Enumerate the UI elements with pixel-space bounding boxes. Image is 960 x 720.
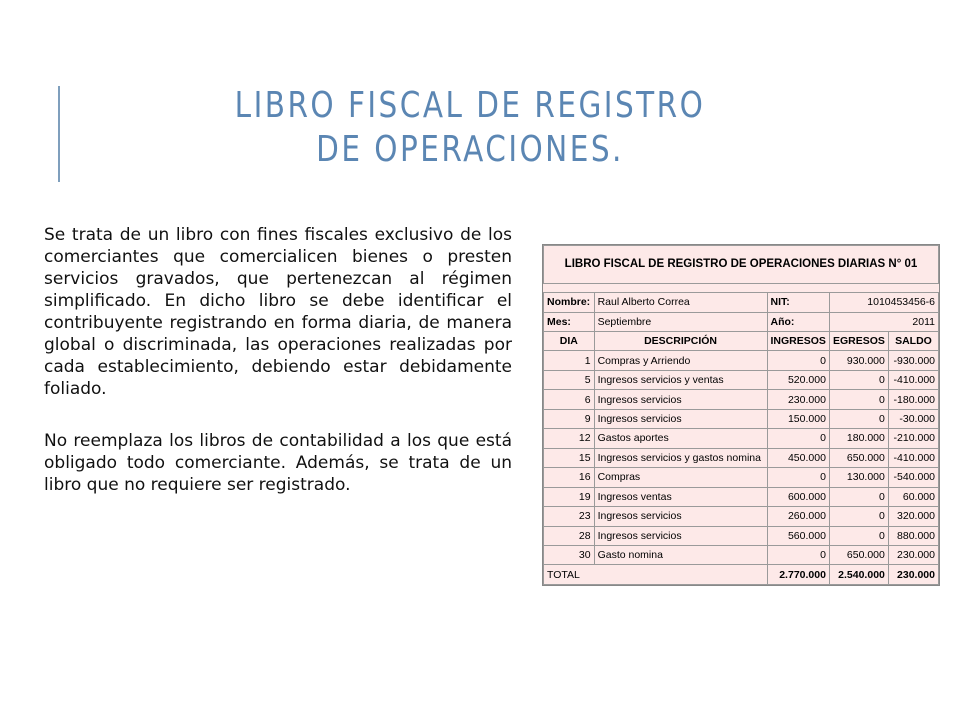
saldo-cell: -30.000	[888, 409, 938, 428]
dia-cell: 9	[544, 409, 595, 428]
table-row	[544, 351, 939, 370]
egresos-cell: 0	[829, 390, 888, 409]
dia-cell: 30	[544, 545, 595, 564]
ingresos-cell: 260.000	[767, 507, 829, 526]
table-row	[544, 526, 939, 545]
egresos-cell: 650.000	[829, 545, 888, 564]
ingresos-cell: 230.000	[767, 390, 829, 409]
ingresos-cell: 560.000	[767, 526, 829, 545]
table-row	[544, 545, 939, 564]
desc-cell: Ingresos ventas	[594, 487, 767, 506]
dia-cell: 6	[544, 390, 595, 409]
nombre-value: Raul Alberto Correa	[594, 293, 767, 312]
ingresos-cell: 0	[767, 429, 829, 448]
table-row	[544, 429, 939, 448]
saldo-cell: 880.000	[888, 526, 938, 545]
ledger-mes-row	[544, 312, 939, 331]
dia-cell: 16	[544, 468, 595, 487]
saldo-cell: -930.000	[888, 351, 938, 370]
saldo-cell: -410.000	[888, 448, 938, 467]
ledger-total-row	[544, 565, 939, 585]
table-row	[544, 370, 939, 389]
anio-value: 2011	[829, 312, 938, 331]
ledger-header-row	[544, 332, 939, 351]
ingresos-cell: 520.000	[767, 370, 829, 389]
saldo-cell: 230.000	[888, 545, 938, 564]
nit-value: 1010453456-6	[829, 293, 938, 312]
anio-label: Año:	[767, 312, 829, 331]
ledger-title-row	[544, 246, 939, 284]
desc-cell: Ingresos servicios y gastos nomina	[594, 448, 767, 467]
col-ingresos: INGRESOS	[767, 332, 829, 351]
table-row	[544, 507, 939, 526]
dia-cell: 28	[544, 526, 595, 545]
mes-label: Mes:	[544, 312, 595, 331]
ingresos-cell: 0	[767, 468, 829, 487]
ingresos-cell: 0	[767, 351, 829, 370]
saldo-cell: -540.000	[888, 468, 938, 487]
desc-cell: Ingresos servicios	[594, 409, 767, 428]
desc-cell: Ingresos servicios y ventas	[594, 370, 767, 389]
saldo-cell: -180.000	[888, 390, 938, 409]
desc-cell: Gastos aportes	[594, 429, 767, 448]
ledger-nombre-row	[544, 293, 939, 312]
total-saldo: 230.000	[888, 565, 938, 585]
dia-cell: 1	[544, 351, 595, 370]
dia-cell: 19	[544, 487, 595, 506]
total-egresos: 2.540.000	[829, 565, 888, 585]
ingresos-cell: 450.000	[767, 448, 829, 467]
table-row	[544, 487, 939, 506]
total-ingresos: 2.770.000	[767, 565, 829, 585]
egresos-cell: 180.000	[829, 429, 888, 448]
egresos-cell: 930.000	[829, 351, 888, 370]
nit-label: NIT:	[767, 293, 829, 312]
egresos-cell: 0	[829, 409, 888, 428]
table-row	[544, 468, 939, 487]
egresos-cell: 650.000	[829, 448, 888, 467]
ingresos-cell: 0	[767, 545, 829, 564]
desc-cell: Ingresos servicios	[594, 390, 767, 409]
table-row	[544, 409, 939, 428]
dia-cell: 15	[544, 448, 595, 467]
col-descripcion: DESCRIPCIÓN	[594, 332, 767, 351]
page-title: LIBRO FISCAL DE REGISTRO DE OPERACIONES.	[234, 85, 706, 170]
table-row	[544, 390, 939, 409]
dia-cell: 23	[544, 507, 595, 526]
accent-bar	[58, 86, 60, 182]
paragraph-2: No reemplaza los libros de contabilidad a los que está obligado todo comerciante. Además, se trata de un libro que no requiere ser registrado.	[44, 431, 512, 495]
egresos-cell: 0	[829, 370, 888, 389]
col-egresos: EGRESOS	[829, 332, 888, 351]
paragraph-1: Se trata de un libro con fines fiscales exclusivo de los comerciantes que comercialicen bienes o presten servicios gravados, que pertenezcan al régimen simplificado. En dicho libro se debe identificar el contribuyente registrando en forma diaria, de manera global o discriminada, las operaciones realizadas por cada establecimiento, debiendo estar debidamente foliado.	[44, 225, 512, 399]
total-label: TOTAL	[544, 565, 768, 585]
egresos-cell: 0	[829, 526, 888, 545]
ingresos-cell: 150.000	[767, 409, 829, 428]
egresos-cell: 130.000	[829, 468, 888, 487]
desc-cell: Compras	[594, 468, 767, 487]
saldo-cell: -210.000	[888, 429, 938, 448]
saldo-cell: -410.000	[888, 370, 938, 389]
ingresos-cell: 600.000	[767, 487, 829, 506]
body-text	[44, 224, 512, 526]
egresos-cell: 0	[829, 507, 888, 526]
dia-cell: 5	[544, 370, 595, 389]
ledger-table	[543, 245, 939, 585]
ledger-spacer	[544, 283, 939, 292]
ledger-title: LIBRO FISCAL DE REGISTRO DE OPERACIONES DIARIAS N° 01	[544, 246, 939, 284]
desc-cell: Compras y Arriendo	[594, 351, 767, 370]
desc-cell: Ingresos servicios	[594, 526, 767, 545]
col-saldo: SALDO	[888, 332, 938, 351]
mes-value: Septiembre	[594, 312, 767, 331]
ledger-image	[542, 244, 940, 586]
nombre-label: Nombre:	[544, 293, 595, 312]
desc-cell: Gasto nomina	[594, 545, 767, 564]
saldo-cell: 320.000	[888, 507, 938, 526]
dia-cell: 12	[544, 429, 595, 448]
egresos-cell: 0	[829, 487, 888, 506]
col-dia: DIA	[544, 332, 595, 351]
saldo-cell: 60.000	[888, 487, 938, 506]
desc-cell: Ingresos servicios	[594, 507, 767, 526]
table-row	[544, 448, 939, 467]
